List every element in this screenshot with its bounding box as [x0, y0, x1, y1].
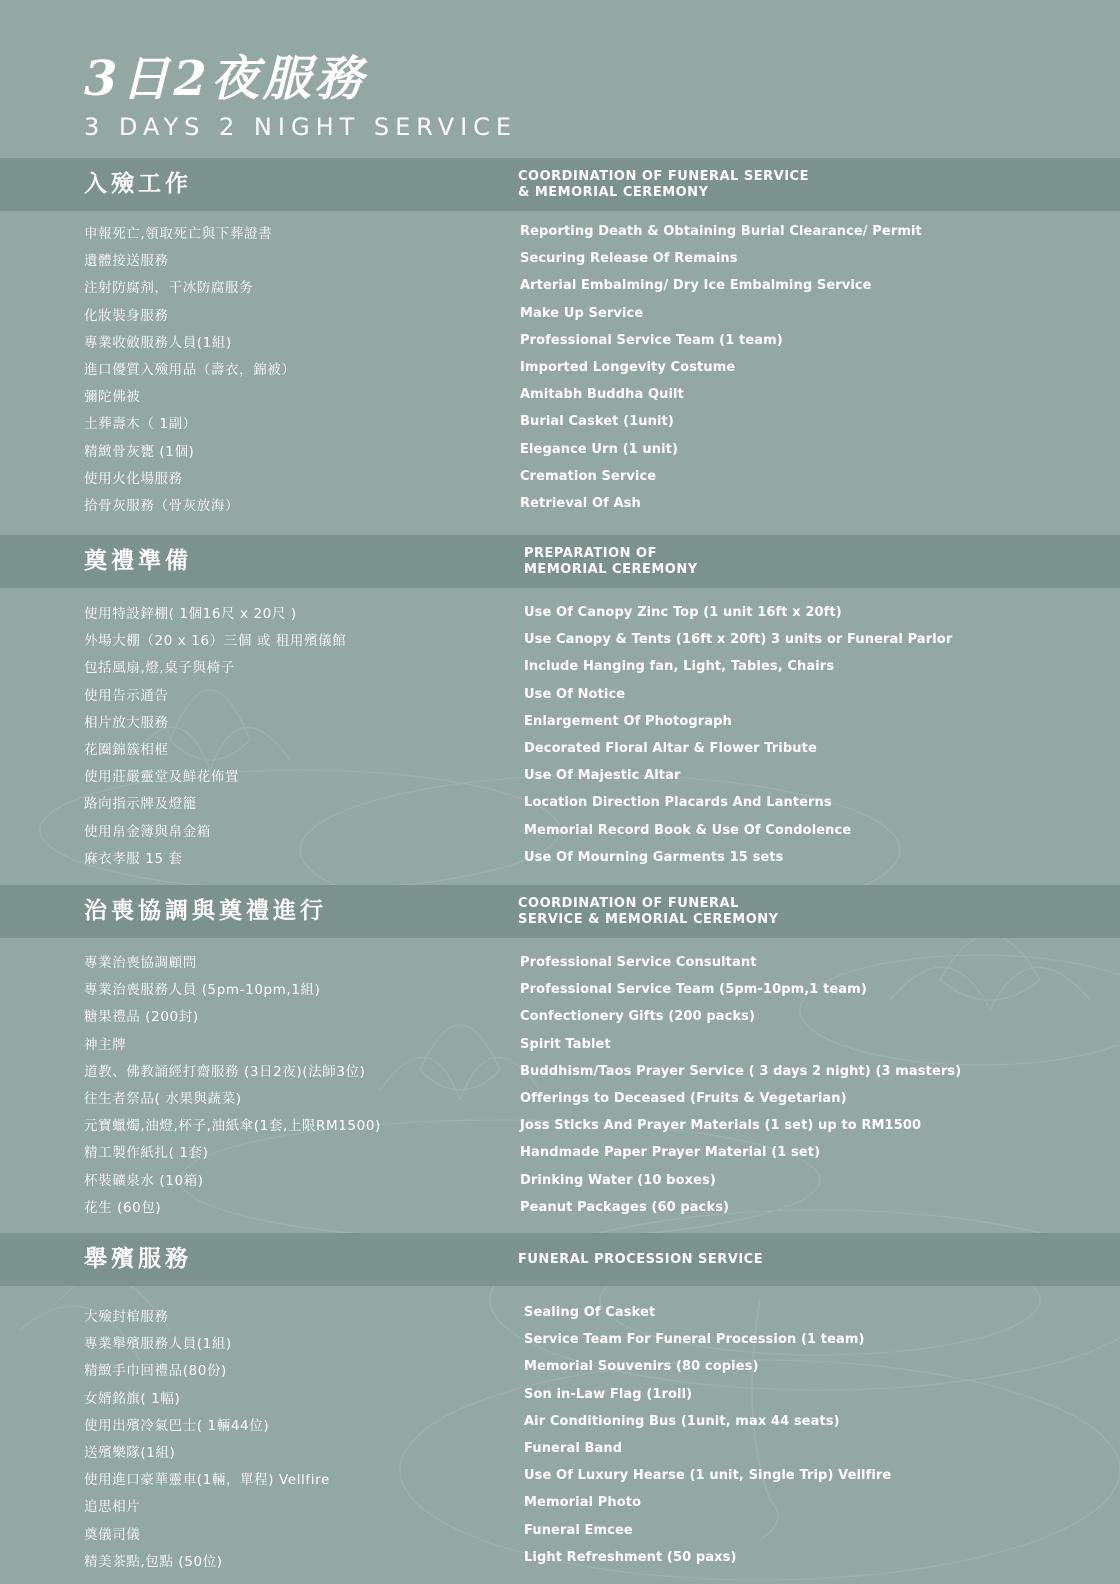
- service-item-chinese: 女婿銘旗( 1幅): [84, 1390, 181, 1407]
- service-item-english: Securing Release Of Remains: [520, 251, 738, 267]
- service-list-english-funeral-coordination: [520, 949, 961, 1221]
- section-title-chinese: 奠禮準備: [84, 548, 192, 574]
- service-item-english: Cremation Service: [520, 468, 657, 484]
- service-item-chinese: 糖果禮品 (200封): [84, 1009, 199, 1026]
- page-title-english: 3 DAYS 2 NIGHT SERVICE: [84, 113, 518, 141]
- section-title-english-line: & MEMORIAL CEREMONY: [518, 184, 709, 200]
- service-item-english: Decorated Floral Altar & Flower Tribute: [524, 740, 817, 756]
- section-title-english-line: SERVICE & MEMORIAL CEREMONY: [518, 911, 779, 927]
- section-title-english: [518, 1233, 763, 1286]
- service-item-english: Burial Casket (1unit): [520, 414, 674, 430]
- service-item-english: Use Of Notice: [524, 686, 626, 702]
- service-item-english: Air Conditioning Bus (1unit, max 44 seats): [524, 1413, 840, 1429]
- service-item-chinese: 使用火化場服務: [84, 470, 183, 487]
- service-item-chinese: 注射防腐剂，干冰防腐服务: [84, 280, 254, 297]
- service-item-chinese: 送殯樂隊(1組): [84, 1444, 176, 1461]
- section-header-ceremony-preparation: [0, 535, 1120, 588]
- service-item-chinese: 精美茶點,包點 (50位): [84, 1553, 223, 1570]
- page-header: [84, 48, 517, 142]
- service-item-chinese: 麻衣孝服 15 套: [84, 850, 183, 867]
- service-item-chinese: 遺體接送服務: [84, 253, 169, 270]
- service-item-english: Use Of Mourning Garments 15 sets: [524, 849, 784, 865]
- service-item-english: Location Direction Placards And Lanterns: [524, 795, 832, 811]
- service-item-chinese: 土葬壽木（ 1副）: [84, 416, 197, 433]
- service-item-english: Drinking Water (10 boxes): [520, 1172, 716, 1188]
- service-list-chinese-ceremony-preparation: [84, 601, 346, 873]
- service-item-english: Imported Longevity Costume: [520, 359, 736, 375]
- service-item-chinese: 往生者祭品( 水果與蔬菜): [84, 1090, 242, 1107]
- section-title-english-line: COORDINATION OF FUNERAL SERVICE: [518, 168, 809, 184]
- service-item-chinese: 使用特設鋅棚( 1個16尺 x 20尺 ): [84, 606, 297, 622]
- section-header-funeral-coordination: [0, 885, 1120, 938]
- service-item-english: Use Of Luxury Hearse (1 unit, Single Trip) Vellfire: [524, 1468, 892, 1484]
- section-header-funeral-procession: [0, 1233, 1120, 1286]
- service-item-chinese: 使用莊嚴靈堂及鮮花佈置: [84, 769, 240, 786]
- section-title-chinese: 舉殯服務: [84, 1246, 192, 1272]
- service-item-chinese: 精緻骨灰甕 (1個): [84, 443, 195, 460]
- service-item-english: Use Of Canopy Zinc Top (1 unit 16ft x 20ft): [524, 605, 842, 620]
- service-item-chinese: 使用出殯冷氣巴士( 1輛44位): [84, 1417, 270, 1434]
- service-item-english: Use Canopy & Tents (16ft x 20ft) 3 units or Funeral Parlor: [524, 632, 953, 648]
- service-item-chinese: 化妝裝身服務: [84, 307, 169, 324]
- service-item-chinese: 奠儀司儀: [84, 1526, 141, 1543]
- service-item-english: Service Team For Funeral Procession (1 team): [524, 1332, 865, 1348]
- service-item-chinese: 花生 (60包): [84, 1199, 162, 1216]
- service-list-chinese-funeral-coordination: [84, 950, 381, 1222]
- service-list-chinese-encoffinment: [84, 221, 296, 520]
- service-item-english: Handmade Paper Prayer Material (1 set): [520, 1145, 821, 1161]
- service-item-english: Buddhism/Taos Prayer Service ( 3 days 2 night) (3 masters): [520, 1063, 962, 1079]
- service-item-chinese: 專業收斂服務人員(1組): [84, 334, 232, 351]
- service-item-english: Professional Service Consultant: [520, 955, 757, 970]
- service-item-english: Make Up Service: [520, 305, 644, 321]
- service-item-chinese: 使用進口豪華靈車(1輛，單程) Vellfire: [84, 1472, 330, 1489]
- section-title-english: [518, 885, 779, 938]
- service-item-english: Professional Service Team (1 team): [520, 332, 783, 348]
- service-item-chinese: 杯裝礦泉水 (10箱): [84, 1172, 204, 1189]
- section-title-english: [524, 535, 698, 588]
- service-item-chinese: 外場大棚（20 x 16）三個 或 租用殯儀館: [84, 633, 347, 650]
- service-item-english: Joss Sticks And Prayer Materials (1 set) up to RM1500: [520, 1118, 922, 1134]
- service-item-english: Sealing Of Casket: [524, 1305, 656, 1320]
- service-item-chinese: 拾骨灰服務（骨灰放海）: [84, 497, 240, 514]
- section-title-english-line: COORDINATION OF FUNERAL: [518, 895, 739, 911]
- service-item-english: Funeral Emcee: [524, 1522, 633, 1538]
- service-item-english: Include Hanging fan, Light, Tables, Chairs: [524, 659, 835, 675]
- service-item-english: Offerings to Deceased (Fruits & Vegetarian): [520, 1090, 847, 1106]
- service-item-chinese: 專業治喪協調顧問: [84, 955, 197, 971]
- service-item-chinese: 道教、佛教誦經打齋服務 (3日2夜)(法師3位): [84, 1063, 366, 1080]
- service-item-chinese: 花圈錦簇相框: [84, 741, 169, 758]
- service-item-chinese: 追思相片: [84, 1499, 141, 1516]
- service-item-chinese: 相片放大服務: [84, 714, 169, 731]
- service-list-english-ceremony-preparation: [524, 599, 952, 871]
- service-item-chinese: 大殮封棺服務: [84, 1309, 169, 1325]
- service-item-chinese: 申報死亡,領取死亡與下葬證書: [84, 226, 273, 242]
- service-item-english: Son in-Law Flag (1roll): [524, 1386, 693, 1402]
- service-item-chinese: 精緻手巾回禮品(80份): [84, 1363, 227, 1380]
- service-item-chinese: 元寶蠟燭,油燈,杯子,油紙傘(1套,上限RM1500): [84, 1118, 381, 1135]
- service-item-english: Elegance Urn (1 unit): [520, 441, 679, 457]
- section-title-english-line: PREPARATION OF: [524, 545, 657, 561]
- service-item-chinese: 進口優質入殮用品（壽衣，錦被）: [84, 361, 296, 378]
- service-item-english: Use Of Majestic Altar: [524, 768, 681, 784]
- service-item-chinese: 彌陀佛被: [84, 389, 141, 406]
- service-item-chinese: 精工製作紙扎( 1套): [84, 1145, 209, 1162]
- page-title-chinese: 3日2夜服務: [84, 51, 367, 107]
- service-item-english: Memorial Record Book & Use Of Condolence: [524, 822, 852, 838]
- service-item-english: Reporting Death & Obtaining Burial Clearance/ Permit: [520, 224, 922, 239]
- section-title-chinese: 治喪協調與奠禮進行: [84, 898, 327, 924]
- service-item-english: Amitabh Buddha Quilt: [520, 387, 684, 403]
- service-item-chinese: 專業治喪服務人員 (5pm-10pm,1組): [84, 982, 321, 999]
- section-title-english-line: FUNERAL PROCESSION SERVICE: [518, 1251, 764, 1267]
- service-item-english: Retrieval Of Ash: [520, 495, 641, 511]
- service-item-english: Memorial Souvenirs (80 copies): [524, 1359, 759, 1375]
- service-list-english-encoffinment: [520, 218, 922, 517]
- service-item-english: Confectionery Gifts (200 packs): [520, 1009, 756, 1025]
- service-item-chinese: 使用告示通告: [84, 687, 169, 704]
- service-item-english: Enlargement Of Photograph: [524, 713, 732, 729]
- service-item-english: Arterial Embalming/ Dry Ice Embalming Service: [520, 278, 872, 294]
- service-item-chinese: 包括風扇,燈,桌子與椅子: [84, 660, 235, 677]
- service-item-english: Spirit Tablet: [520, 1036, 611, 1052]
- service-list-english-funeral-procession: [524, 1299, 891, 1571]
- service-item-chinese: 專業舉殯服務人員(1組): [84, 1336, 232, 1353]
- section-title-english: [518, 158, 809, 211]
- service-item-english: Professional Service Team (5pm-10pm,1 team): [520, 982, 867, 998]
- service-item-chinese: 路向指示牌及燈籠: [84, 796, 197, 813]
- service-item-english: Light Refreshment (50 paxs): [524, 1549, 737, 1565]
- service-item-english: Funeral Band: [524, 1440, 623, 1456]
- section-title-chinese: 入殮工作: [84, 171, 192, 197]
- service-item-chinese: 使用帛金簿與帛金箱: [84, 823, 211, 840]
- section-title-english-line: MEMORIAL CEREMONY: [524, 561, 698, 577]
- section-header-encoffinment: [0, 158, 1120, 211]
- service-item-english: Peanut Packages (60 packs): [520, 1199, 730, 1215]
- service-item-english: Memorial Photo: [524, 1495, 642, 1511]
- service-item-chinese: 神主牌: [84, 1036, 127, 1053]
- service-list-chinese-funeral-procession: [84, 1304, 330, 1576]
